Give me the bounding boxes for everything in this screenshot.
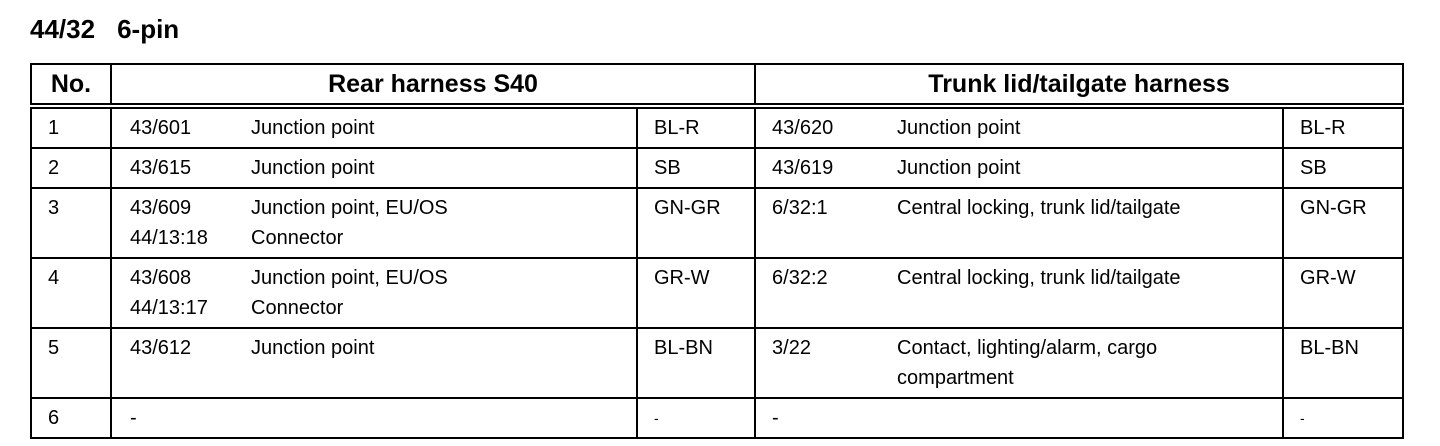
trunk-wire-color: GN-GR <box>1283 188 1403 258</box>
trunk-wire-color: - <box>1283 398 1403 438</box>
connector-code: 44/32 <box>30 14 96 44</box>
trunk-description: Central locking, trunk lid/tailgate <box>897 188 1283 258</box>
trunk-code: 3/22 <box>755 328 897 398</box>
rear-description: Junction point, EU/OS Connector <box>251 188 637 258</box>
table-row <box>31 188 1403 258</box>
trunk-wire-color: BL-BN <box>1283 328 1403 398</box>
trunk-description: Central locking, trunk lid/tailgate <box>897 258 1283 328</box>
trunk-code: 43/619 <box>755 148 897 188</box>
trunk-wire-color: BL-R <box>1283 106 1403 148</box>
trunk-description: Junction point <box>897 106 1283 148</box>
table-row <box>31 328 1403 398</box>
trunk-wire-color: GR-W <box>1283 258 1403 328</box>
rear-description <box>251 398 637 438</box>
trunk-code: 6/32:1 <box>755 188 897 258</box>
trunk-wire-color: SB <box>1283 148 1403 188</box>
header-no: No. <box>31 64 111 106</box>
trunk-code: 6/32:2 <box>755 258 897 328</box>
table-row <box>31 106 1403 148</box>
rear-wire-color: BL-BN <box>637 328 755 398</box>
rear-code: - <box>111 398 251 438</box>
table-row <box>31 398 1403 438</box>
header-row <box>31 64 1403 106</box>
pin-number: 5 <box>31 328 111 398</box>
trunk-code: - <box>755 398 897 438</box>
pin-count: 6-pin <box>117 14 180 44</box>
rear-description: Junction point <box>251 148 637 188</box>
rear-wire-color: SB <box>637 148 755 188</box>
rear-wire-color: GR-W <box>637 258 755 328</box>
pin-number: 6 <box>31 398 111 438</box>
pin-number: 4 <box>31 258 111 328</box>
header-rear-harness: Rear harness S40 <box>111 64 755 106</box>
rear-code: 43/608 44/13:17 <box>111 258 251 328</box>
trunk-description <box>897 398 1283 438</box>
rear-wire-color: GN-GR <box>637 188 755 258</box>
rear-description: Junction point <box>251 328 637 398</box>
pin-number: 2 <box>31 148 111 188</box>
pin-number: 1 <box>31 106 111 148</box>
rear-code: 43/601 <box>111 106 251 148</box>
trunk-code: 43/620 <box>755 106 897 148</box>
pin-number: 3 <box>31 188 111 258</box>
rear-description: Junction point <box>251 106 637 148</box>
rear-code: 43/612 <box>111 328 251 398</box>
rear-code: 43/615 <box>111 148 251 188</box>
table-row <box>31 258 1403 328</box>
trunk-description: Contact, lighting/alarm, cargo compartment <box>897 328 1283 398</box>
rear-wire-color: BL-R <box>637 106 755 148</box>
trunk-description: Junction point <box>897 148 1283 188</box>
rear-code: 43/609 44/13:18 <box>111 188 251 258</box>
rear-wire-color: - <box>637 398 755 438</box>
pinout-table <box>30 63 1404 439</box>
page-title <box>30 14 179 45</box>
rear-description: Junction point, EU/OS Connector <box>251 258 637 328</box>
table-row <box>31 148 1403 188</box>
header-trunk-harness: Trunk lid/tailgate harness <box>755 64 1403 106</box>
